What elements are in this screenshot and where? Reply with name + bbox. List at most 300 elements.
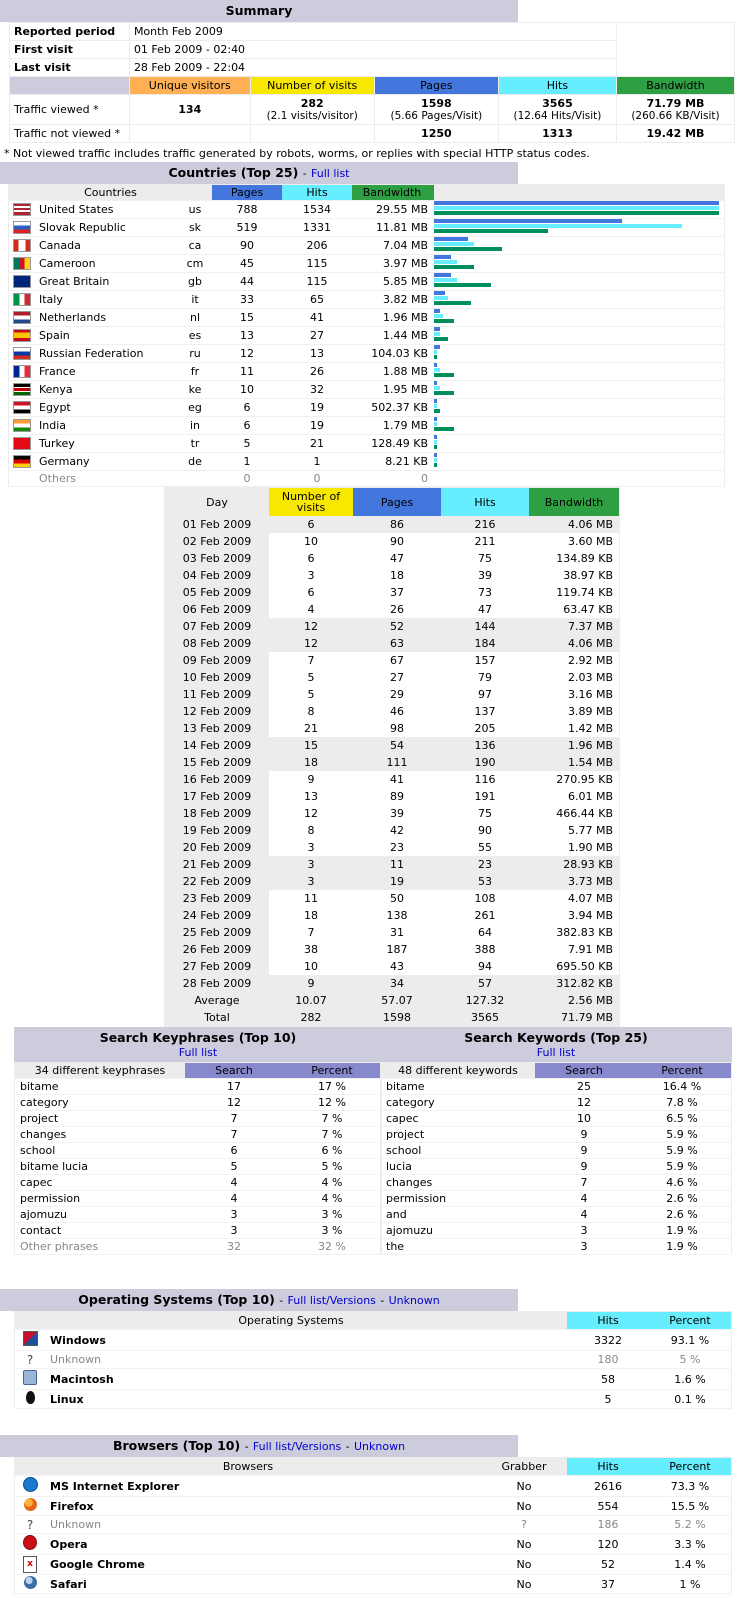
country-bar-chart xyxy=(434,255,724,272)
day-visits: 15 xyxy=(269,737,353,754)
country-bandwidth: 11.81 MB xyxy=(375,221,428,234)
viewed-hits-value: 3565 xyxy=(542,97,573,110)
country-code: sk xyxy=(188,221,202,234)
table-row xyxy=(165,533,620,550)
viewed-pages-value: 1598 xyxy=(421,97,452,110)
browsers-header-row xyxy=(15,1458,732,1476)
bar-hits xyxy=(434,260,457,264)
table-row xyxy=(165,635,620,652)
country-code: it xyxy=(191,293,199,306)
countries-header-bandwidth: Bandwidth xyxy=(352,185,434,201)
day-label: 09 Feb 2009 xyxy=(165,652,270,669)
country-bar-chart xyxy=(434,345,724,362)
day-pages: 52 xyxy=(353,618,441,635)
bar-hits xyxy=(434,350,437,354)
day-label: 10 Feb 2009 xyxy=(165,669,270,686)
bar-pages xyxy=(434,453,437,457)
country-name: Germany xyxy=(39,455,90,468)
viewed-visits-value: 282 xyxy=(300,97,324,110)
notviewed-unique-visitors xyxy=(129,125,250,143)
summary-corner-cell xyxy=(10,77,130,95)
table-row xyxy=(381,1239,732,1255)
browser-percent: 73.3 % xyxy=(649,1476,732,1497)
country-pages: 5 xyxy=(243,437,251,450)
keyword-percent: 7.8 % xyxy=(633,1095,732,1111)
keyphrase-percent: 32 % xyxy=(283,1239,382,1255)
table-row xyxy=(165,975,620,992)
browser-hits: 2616 xyxy=(567,1476,649,1497)
browser-icon-cell xyxy=(15,1476,46,1497)
day-hits: 137 xyxy=(474,705,496,718)
browsers-title xyxy=(0,1435,518,1457)
days-header-row xyxy=(165,488,620,517)
bar-hits xyxy=(434,422,437,426)
day-label: 02 Feb 2009 xyxy=(165,533,270,550)
day-pages: 46 xyxy=(390,705,404,718)
bar-pages xyxy=(434,273,451,277)
table-row xyxy=(15,1207,382,1223)
day-label: 08 Feb 2009 xyxy=(165,635,270,652)
country-name: Kenya xyxy=(39,383,73,396)
keyphrases-sub xyxy=(14,1046,382,1062)
keyword-percent: 4.6 % xyxy=(633,1175,732,1191)
country-name: Italy xyxy=(39,293,63,306)
table-row xyxy=(15,1534,732,1555)
day-visits: 10 xyxy=(304,535,318,548)
day-pages: 41 xyxy=(390,773,404,786)
table-row xyxy=(9,399,725,417)
bar-bandwidth xyxy=(434,283,491,287)
day-label: 16 Feb 2009 xyxy=(165,771,270,788)
country-bandwidth: 1.95 MB xyxy=(382,383,428,396)
notviewed-bandwidth: 19.42 MB xyxy=(616,125,734,143)
browsers-section xyxy=(0,1435,745,1594)
os-percent: 93.1 % xyxy=(649,1330,732,1351)
day-hits: 216 xyxy=(441,516,529,533)
flag-icon-ru xyxy=(13,347,31,360)
table-row xyxy=(165,737,620,754)
day-bandwidth: 4.06 MB xyxy=(529,516,620,533)
keyphrase-search: 3 xyxy=(185,1207,283,1223)
browser-grabber: No xyxy=(481,1575,567,1594)
country-bars-cell xyxy=(434,399,725,417)
keywords-header-search: Search xyxy=(535,1063,633,1079)
country-bandwidth: 128.49 KB xyxy=(371,437,428,450)
day-bandwidth: 3.94 MB xyxy=(567,909,613,922)
day-visits: 7 xyxy=(307,654,315,667)
summary-row xyxy=(165,1009,620,1027)
browsers-full-list-link[interactable]: Full list/Versions xyxy=(252,1440,342,1453)
day-hits: 205 xyxy=(474,722,496,735)
bar-hits xyxy=(434,314,443,318)
country-flag-cell xyxy=(9,363,36,381)
viewed-visits xyxy=(250,95,374,125)
day-bandwidth: 2.03 MB xyxy=(567,671,613,684)
day-bandwidth: 3.16 MB xyxy=(567,688,613,701)
table-row xyxy=(15,1223,382,1239)
country-bar-chart xyxy=(434,201,724,218)
browser-name: Opera xyxy=(45,1534,481,1555)
os-percent: 5 % xyxy=(649,1351,732,1369)
flag-icon-fr xyxy=(13,365,31,378)
day-visits: 4 xyxy=(307,603,315,616)
day-label: Average xyxy=(165,992,270,1009)
keywords-full-list-link[interactable]: Full list xyxy=(536,1046,576,1059)
bar-pages xyxy=(434,417,437,421)
day-visits: 21 xyxy=(304,722,318,735)
ie-icon xyxy=(23,1477,38,1492)
keyphrase-search: 4 xyxy=(185,1191,283,1207)
country-bars-cell xyxy=(434,291,725,309)
day-pages: 37 xyxy=(390,586,404,599)
browser-icon-cell xyxy=(15,1534,46,1555)
bar-bandwidth xyxy=(434,265,474,269)
flag-icon-us xyxy=(13,203,31,216)
os-name: Linux xyxy=(45,1390,567,1409)
day-visits: 18 xyxy=(304,909,318,922)
table-row xyxy=(15,1159,382,1175)
day-label: 03 Feb 2009 xyxy=(165,550,270,567)
bar-bandwidth xyxy=(434,301,471,305)
day-label: 06 Feb 2009 xyxy=(165,601,270,618)
day-bandwidth: 1.54 MB xyxy=(529,754,620,771)
keyphrase-search: 32 xyxy=(185,1239,283,1255)
country-flag-cell xyxy=(9,255,36,273)
keyphrase-percent: 7 % xyxy=(283,1111,382,1127)
keyword-search: 4 xyxy=(535,1191,633,1207)
header-bandwidth: Bandwidth xyxy=(616,77,734,95)
search-terms-section xyxy=(0,1027,745,1289)
country-flag-cell xyxy=(9,453,36,471)
first-visit-label: First visit xyxy=(10,41,130,59)
table-row xyxy=(15,1143,382,1159)
country-flag-cell xyxy=(9,381,36,399)
table-row xyxy=(165,771,620,788)
keyphrase-percent: 3 % xyxy=(283,1223,382,1239)
browsers-unknown-link[interactable]: Unknown xyxy=(353,1440,406,1453)
header-pages: Pages xyxy=(374,77,498,95)
country-code: tr xyxy=(190,437,200,450)
countries-separator: - xyxy=(302,167,307,180)
table-row xyxy=(9,345,725,363)
day-label: 12 Feb 2009 xyxy=(165,703,270,720)
table-row xyxy=(381,1207,732,1223)
os-icon-cell xyxy=(15,1369,46,1390)
keyphrases-block xyxy=(14,1027,382,1255)
table-row xyxy=(165,550,620,567)
day-hits: 184 xyxy=(441,635,529,652)
country-name: Netherlands xyxy=(39,311,107,324)
day-hits: 157 xyxy=(474,654,496,667)
day-label: 27 Feb 2009 xyxy=(165,958,270,975)
browser-hits: 120 xyxy=(567,1534,649,1555)
country-name: Turkey xyxy=(39,437,75,450)
bar-hits xyxy=(434,332,440,336)
day-hits: 75 xyxy=(478,807,492,820)
keyword-percent: 1.9 % xyxy=(633,1223,732,1239)
summary-section xyxy=(0,0,745,162)
day-hits: 39 xyxy=(478,569,492,582)
country-pages: 90 xyxy=(240,239,254,252)
country-bandwidth: 1.79 MB xyxy=(382,419,428,432)
table-row xyxy=(9,417,725,435)
day-visits: 3 xyxy=(307,841,315,854)
os-sep-2: - xyxy=(380,1294,385,1307)
country-name: Great Britain xyxy=(39,275,110,288)
day-hits: 144 xyxy=(441,618,529,635)
table-row xyxy=(165,601,620,618)
keyphrase-text: bitame lucia xyxy=(15,1159,186,1175)
day-pages: 26 xyxy=(390,603,404,616)
bar-bandwidth xyxy=(434,355,437,359)
day-label: 04 Feb 2009 xyxy=(165,567,270,584)
days-header-day: Day xyxy=(165,488,270,517)
day-pages: 90 xyxy=(390,535,404,548)
country-pages: 13 xyxy=(240,329,254,342)
day-hits: 23 xyxy=(441,856,529,873)
table-row xyxy=(165,839,620,856)
keyphrases-full-list-link[interactable]: Full list xyxy=(178,1046,218,1059)
table-row xyxy=(165,941,620,958)
country-name: Canada xyxy=(39,239,81,252)
keyphrase-search: 4 xyxy=(185,1175,283,1191)
country-pages: 15 xyxy=(240,311,254,324)
day-bandwidth: 1.42 MB xyxy=(567,722,613,735)
day-visits: 13 xyxy=(304,790,318,803)
country-hits: 19 xyxy=(310,419,324,432)
browser-name: Safari xyxy=(45,1575,481,1594)
day-bandwidth: 119.74 KB xyxy=(556,586,613,599)
table-row xyxy=(165,788,620,805)
day-hits: 190 xyxy=(441,754,529,771)
viewed-pages xyxy=(374,95,498,125)
country-pages: 44 xyxy=(240,275,254,288)
keyphrase-text: project xyxy=(15,1111,186,1127)
country-hits: 41 xyxy=(310,311,324,324)
table-row xyxy=(165,890,620,907)
country-bars-cell xyxy=(434,309,725,327)
section-spacer xyxy=(0,1409,745,1435)
table-row xyxy=(165,720,620,737)
flag-icon-tr xyxy=(13,437,31,450)
country-hits: 0 xyxy=(313,472,321,485)
country-code: ke xyxy=(188,383,202,396)
countries-full-list-link[interactable]: Full list xyxy=(311,167,350,180)
os-sep-1: - xyxy=(279,1294,284,1307)
keyword-percent: 2.6 % xyxy=(633,1207,732,1223)
keyword-percent: 6.5 % xyxy=(633,1111,732,1127)
country-hits: 13 xyxy=(310,347,324,360)
flag-icon-nl xyxy=(13,311,31,324)
country-flag-cell xyxy=(9,219,36,237)
table-row xyxy=(15,1497,732,1516)
day-bandwidth: 3.60 MB xyxy=(567,535,613,548)
os-hits: 58 xyxy=(567,1369,649,1390)
keyphrase-percent: 6 % xyxy=(283,1143,382,1159)
browser-percent: 5.2 % xyxy=(649,1516,732,1534)
day-bandwidth: 2.92 MB xyxy=(567,654,613,667)
day-visits: 8 xyxy=(307,824,315,837)
country-pages: 12 xyxy=(240,347,254,360)
keyword-percent: 2.6 % xyxy=(633,1191,732,1207)
country-bandwidth: 1.96 MB xyxy=(382,311,428,324)
browser-name: Google Chrome xyxy=(45,1555,481,1575)
day-bandwidth: 4.06 MB xyxy=(529,635,620,652)
country-pages: 6 xyxy=(243,419,251,432)
summary-header-row xyxy=(10,77,735,95)
summary-title: Summary xyxy=(0,0,518,22)
flag-icon-es xyxy=(13,329,31,342)
table-row xyxy=(165,669,620,686)
notviewed-pages: 1250 xyxy=(374,125,498,143)
country-bandwidth: 104.03 KB xyxy=(371,347,428,360)
countries-header-chart xyxy=(434,185,725,201)
keyword-text: school xyxy=(381,1143,536,1159)
browser-name: MS Internet Explorer xyxy=(45,1476,481,1497)
table-row xyxy=(9,219,725,237)
browser-grabber: No xyxy=(481,1534,567,1555)
keyphrase-search: 7 xyxy=(185,1111,283,1127)
country-flag-cell xyxy=(9,201,36,219)
days-section xyxy=(0,487,745,1027)
viewed-hits-sub: (12.64 Hits/Visit) xyxy=(513,110,602,122)
table-row xyxy=(15,1079,382,1095)
country-hits: 115 xyxy=(306,275,328,288)
os-unknown-link[interactable]: Unknown xyxy=(388,1294,440,1307)
country-bars-cell xyxy=(434,345,725,363)
country-bars-cell xyxy=(434,219,725,237)
day-hits: 94 xyxy=(478,960,492,973)
day-pages: 39 xyxy=(390,807,404,820)
country-code: ca xyxy=(188,239,202,252)
day-label: 13 Feb 2009 xyxy=(165,720,270,737)
country-name: France xyxy=(39,365,76,378)
day-label: 14 Feb 2009 xyxy=(165,737,270,754)
browsers-header-name: Browsers xyxy=(15,1458,482,1476)
bar-bandwidth xyxy=(434,247,502,251)
table-row xyxy=(9,201,725,219)
day-visits: 7 xyxy=(307,926,315,939)
country-name: Russian Federation xyxy=(39,347,144,360)
country-bar-chart xyxy=(434,273,724,290)
keyword-search: 9 xyxy=(535,1143,633,1159)
keyword-search: 9 xyxy=(535,1159,633,1175)
keyphrases-header-percent: Percent xyxy=(283,1063,382,1079)
country-name: Egypt xyxy=(39,401,71,414)
keyphrase-search: 17 xyxy=(185,1079,283,1095)
os-icon-cell xyxy=(15,1330,46,1351)
keyword-text: ajomuzu xyxy=(381,1223,536,1239)
table-row xyxy=(165,516,620,533)
table-row xyxy=(381,1079,732,1095)
day-hits: 64 xyxy=(478,926,492,939)
table-row xyxy=(381,1111,732,1127)
day-visits: 6 xyxy=(307,552,315,565)
keyphrase-percent: 3 % xyxy=(283,1207,382,1223)
day-hits: 55 xyxy=(478,841,492,854)
days-header-visits: Number of visits xyxy=(269,488,353,517)
day-label: 18 Feb 2009 xyxy=(165,805,270,822)
table-row xyxy=(15,1369,732,1390)
bar-hits xyxy=(434,386,440,390)
keyword-percent: 1.9 % xyxy=(633,1239,732,1255)
country-hits: 65 xyxy=(310,293,324,306)
browsers-header-percent: Percent xyxy=(649,1458,732,1476)
day-label: 07 Feb 2009 xyxy=(165,618,270,635)
keyword-search: 9 xyxy=(535,1127,633,1143)
question-icon: ? xyxy=(26,1352,34,1367)
last-visit-value: 28 Feb 2009 - 22:04 xyxy=(129,59,616,77)
os-header-hits: Hits xyxy=(567,1312,649,1330)
keyword-search: 10 xyxy=(535,1111,633,1127)
day-label: 23 Feb 2009 xyxy=(165,890,270,907)
country-bandwidth: 502.37 KB xyxy=(371,401,428,414)
os-icon-cell xyxy=(15,1351,46,1369)
keyword-search: 25 xyxy=(535,1079,633,1095)
browser-icon-cell xyxy=(15,1516,46,1534)
keyphrase-percent: 12 % xyxy=(283,1095,382,1111)
country-flag-cell xyxy=(9,471,36,487)
flag-icon-de xyxy=(13,455,31,468)
day-pages: 34 xyxy=(353,975,441,992)
country-hits: 1 xyxy=(313,455,321,468)
header-hits: Hits xyxy=(498,77,616,95)
country-bar-chart xyxy=(434,399,724,416)
country-flag-cell xyxy=(9,291,36,309)
keyword-search: 3 xyxy=(535,1239,633,1255)
day-hits: 47 xyxy=(478,603,492,616)
day-visits: 5 xyxy=(307,688,315,701)
keyword-percent: 16.4 % xyxy=(633,1079,732,1095)
browser-percent: 15.5 % xyxy=(649,1497,732,1516)
country-pages: 1 xyxy=(243,455,251,468)
country-hits: 32 xyxy=(310,383,324,396)
viewed-hits xyxy=(498,95,616,125)
day-pages: 27 xyxy=(390,671,404,684)
country-pages: 519 xyxy=(236,221,258,234)
country-pages: 10 xyxy=(240,383,254,396)
country-flag-cell xyxy=(9,435,36,453)
keyphrase-search: 7 xyxy=(185,1127,283,1143)
countries-header-hits: Hits xyxy=(282,185,352,201)
day-label: 22 Feb 2009 xyxy=(165,873,270,890)
country-name: United States xyxy=(39,203,114,216)
table-row xyxy=(9,453,725,471)
keyphrase-text: capec xyxy=(15,1175,186,1191)
keywords-header-percent: Percent xyxy=(633,1063,732,1079)
traffic-not-viewed-row xyxy=(10,125,735,143)
bar-hits xyxy=(434,368,440,372)
table-row xyxy=(165,873,620,890)
day-visits: 12 xyxy=(304,807,318,820)
country-bar-chart xyxy=(434,453,724,470)
day-bandwidth: 382.83 KB xyxy=(556,926,613,939)
country-name: Cameroon xyxy=(39,257,96,270)
country-bars-cell xyxy=(434,237,725,255)
day-pages: 29 xyxy=(390,688,404,701)
bar-bandwidth xyxy=(434,373,454,377)
day-bandwidth: 2.56 MB xyxy=(529,992,620,1009)
os-percent: 0.1 % xyxy=(649,1390,732,1409)
bar-pages xyxy=(434,399,437,403)
bar-pages xyxy=(434,363,437,367)
browser-grabber: ? xyxy=(481,1516,567,1534)
keyword-text: the xyxy=(381,1239,536,1255)
day-hits: 211 xyxy=(474,535,496,548)
os-full-list-link[interactable]: Full list/Versions xyxy=(287,1294,376,1307)
day-pages: 67 xyxy=(390,654,404,667)
country-pages: 11 xyxy=(240,365,254,378)
